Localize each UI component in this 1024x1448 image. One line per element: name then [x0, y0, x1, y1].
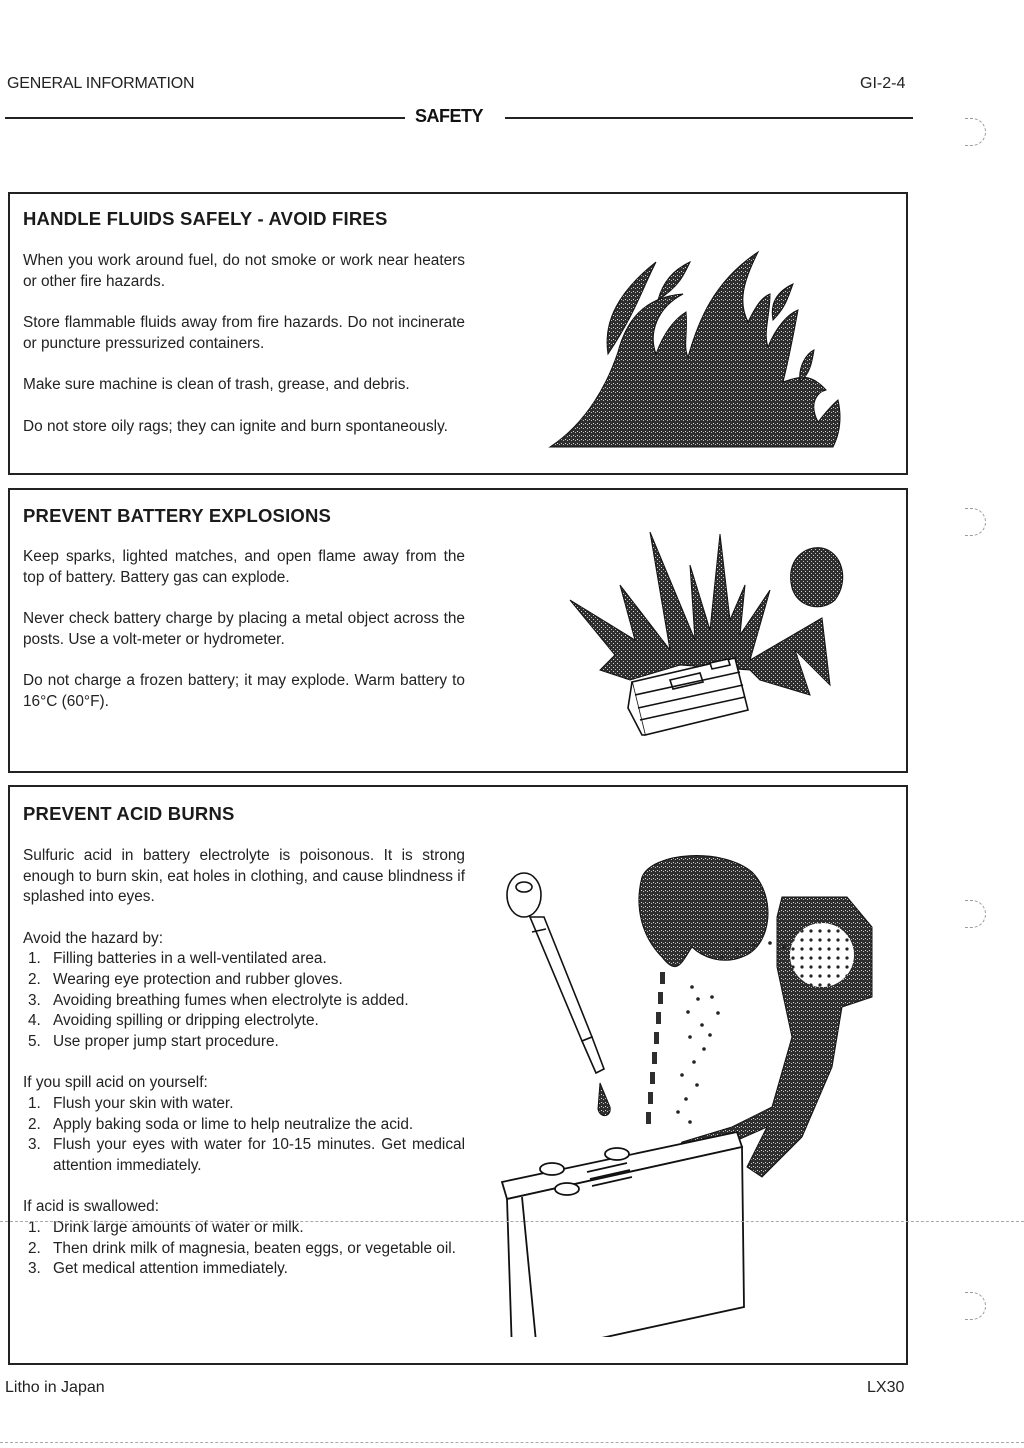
rule-right	[505, 117, 913, 119]
binder-hole-mark	[965, 900, 986, 928]
section-body	[23, 251, 465, 438]
page-number: GI-2-4	[860, 75, 906, 92]
intro-paragraph: Sulfuric acid in battery electrolyte is poisonous. It is strong enough to burn skin, eat holes in clothing, and cause blindness if splashed into eyes.	[23, 847, 465, 906]
section-heading: HANDLE FLUIDS SAFELY - AVOID FIRES	[23, 208, 388, 229]
section-battery-explosions	[8, 488, 908, 773]
avoid-hazard-list	[23, 949, 465, 1052]
list-item: 1. Drink large amounts of water or milk.	[28, 1218, 304, 1236]
section-label: GENERAL INFORMATION	[7, 75, 195, 92]
section-fluids-fires	[8, 192, 908, 475]
list-item: 3. Get medical attention immediately.	[28, 1260, 288, 1278]
footer-print-note: Litho in Japan	[5, 1379, 105, 1396]
paragraph: Do not charge a frozen battery; it may explode. Warm battery to 16°C (60°F).	[23, 672, 465, 710]
paragraph: Keep sparks, lighted matches, and open flame away from the top of battery. Battery gas can explode.	[23, 548, 465, 586]
swallowed-list	[23, 1218, 465, 1280]
fire-flames-icon	[548, 242, 848, 452]
paragraph: When you work around fuel, do not smoke or work near heaters or other fire hazards.	[23, 252, 465, 290]
rule-left	[5, 117, 405, 119]
list-item: 2. Wearing eye protection and rubber gloves.	[28, 970, 343, 988]
list-item: 2. Then drink milk of magnesia, beaten eggs, or vegetable oil.	[28, 1239, 456, 1257]
acid-hydrometer-battery-icon	[492, 837, 902, 1337]
paragraph: Do not store oily rags; they can ignite and burn spontaneously.	[23, 417, 448, 435]
section-body	[23, 547, 465, 713]
list-item: 1. Filling batteries in a well-ventilated area.	[28, 950, 327, 968]
section-heading: PREVENT BATTERY EXPLOSIONS	[23, 505, 332, 526]
footer-model: LX30	[867, 1379, 905, 1396]
list-item: 5. Use proper jump start procedure.	[28, 1032, 279, 1050]
section-acid-burns	[8, 785, 908, 1365]
binder-hole-mark	[965, 118, 986, 146]
section-body	[23, 846, 465, 1280]
paragraph: Make sure machine is clean of trash, grease, and debris.	[23, 376, 410, 394]
list-lead: If you spill acid on yourself:	[23, 1074, 208, 1092]
list-item: 2. Apply baking soda or lime to help neutralize the acid.	[28, 1115, 414, 1133]
title-rule	[5, 106, 913, 130]
list-item: 3. Flush your eyes with water for 10-15 minutes. Get medical attention immediately.	[28, 1136, 465, 1174]
goggle-lens	[790, 923, 854, 987]
page-title: SAFETY	[415, 106, 484, 126]
paragraph: Never check battery charge by placing a metal object across the posts. Use a volt-meter or hydrometer.	[23, 610, 465, 648]
list-lead: Avoid the hazard by:	[23, 929, 164, 947]
list-lead: If acid is swallowed:	[23, 1198, 160, 1216]
list-item: 3. Avoiding breathing fumes when electrolyte is added.	[28, 991, 409, 1009]
spill-list	[23, 1094, 465, 1176]
scan-artifact-line	[0, 1442, 1024, 1443]
battery-explosion-icon	[560, 530, 860, 750]
section-heading: PREVENT ACID BURNS	[23, 803, 235, 824]
paragraph: Store flammable fluids away from fire hazards. Do not incinerate or puncture pressurized containers.	[23, 314, 465, 352]
list-item: 1. Flush your skin with water.	[28, 1094, 234, 1112]
binder-hole-mark	[965, 1292, 986, 1320]
scan-artifact-line	[0, 1221, 1024, 1222]
binder-hole-mark	[965, 508, 986, 536]
list-item: 4. Avoiding spilling or dripping electrolyte.	[28, 1012, 319, 1030]
